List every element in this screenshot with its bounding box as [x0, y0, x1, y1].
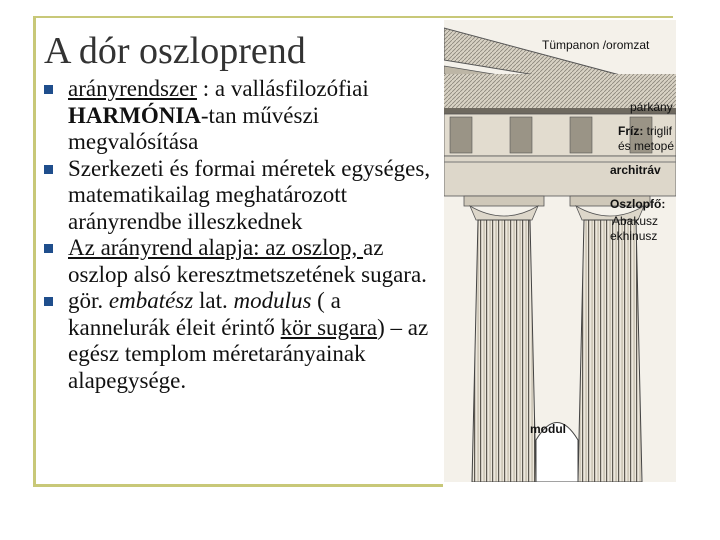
- frame-left-line: [33, 16, 36, 486]
- bullet-4-text-a: gör.: [68, 288, 109, 313]
- label-friz-rest: triglif: [643, 124, 673, 138]
- label-friz-line2: és metopé: [618, 139, 675, 153]
- bullet-1-text-b: -tan művészi megvalósítása: [68, 102, 320, 154]
- square-bullet-icon: [44, 244, 53, 253]
- label-modul: modul: [530, 422, 566, 436]
- bullet-4-text-d: ) – az egész templom méretarányainak alapegysége.: [68, 314, 429, 393]
- bullet-1-text-a: : a vallásfilozófiai: [196, 76, 369, 101]
- bullet-3-underlined: Az arányrend alapja: az oszlop,: [68, 235, 364, 260]
- bullet-4-underlined: kör sugara: [280, 314, 378, 340]
- label-friz: [618, 124, 672, 138]
- label-ekhinusz: ekhinusz: [610, 229, 658, 243]
- doric-order-illustration: [444, 20, 676, 482]
- bullet-item-4: [40, 288, 435, 394]
- bullet-4-latin-term: modulus: [233, 288, 312, 313]
- bullet-2-text: Szerkezeti és formai méretek egységes, matematikailag meghatározott arányrendbe illeszkednek: [68, 155, 431, 234]
- bullet-item-2: [40, 156, 435, 236]
- square-bullet-icon: [44, 165, 53, 174]
- bullet-3-text: az oszlop alsó keresztmetszetének sugara.: [68, 235, 427, 287]
- label-parkany: párkány: [630, 100, 673, 114]
- bullet-item-3: [40, 235, 435, 288]
- bullet-4-text-b: lat.: [193, 288, 234, 313]
- bullet-list: [40, 76, 435, 394]
- bullet-4-greek-term: embatész: [108, 288, 194, 313]
- bullet-1-term: arányrendszer: [68, 76, 197, 101]
- label-abakusz: Abakusz: [612, 214, 659, 228]
- bullet-1-bold: HARMÓNIA: [68, 102, 201, 128]
- slide-title: A dór oszloprend: [44, 30, 306, 72]
- label-friz-bold: Fríz:: [618, 124, 644, 138]
- square-bullet-icon: [44, 85, 53, 94]
- label-oszlopfo: Oszlopfő:: [610, 197, 666, 211]
- doric-temple-drawing: [444, 20, 676, 482]
- frame-top-line: [33, 16, 673, 18]
- label-timpanon: Tümpanon /oromzat: [542, 38, 650, 52]
- frame-bottom-line: [33, 484, 443, 487]
- label-architrav: architráv: [610, 163, 661, 177]
- bullet-4-text-c: ( a kannelurák éleit érintő: [68, 288, 341, 340]
- bullet-item-1: [40, 76, 435, 156]
- square-bullet-icon: [44, 297, 53, 306]
